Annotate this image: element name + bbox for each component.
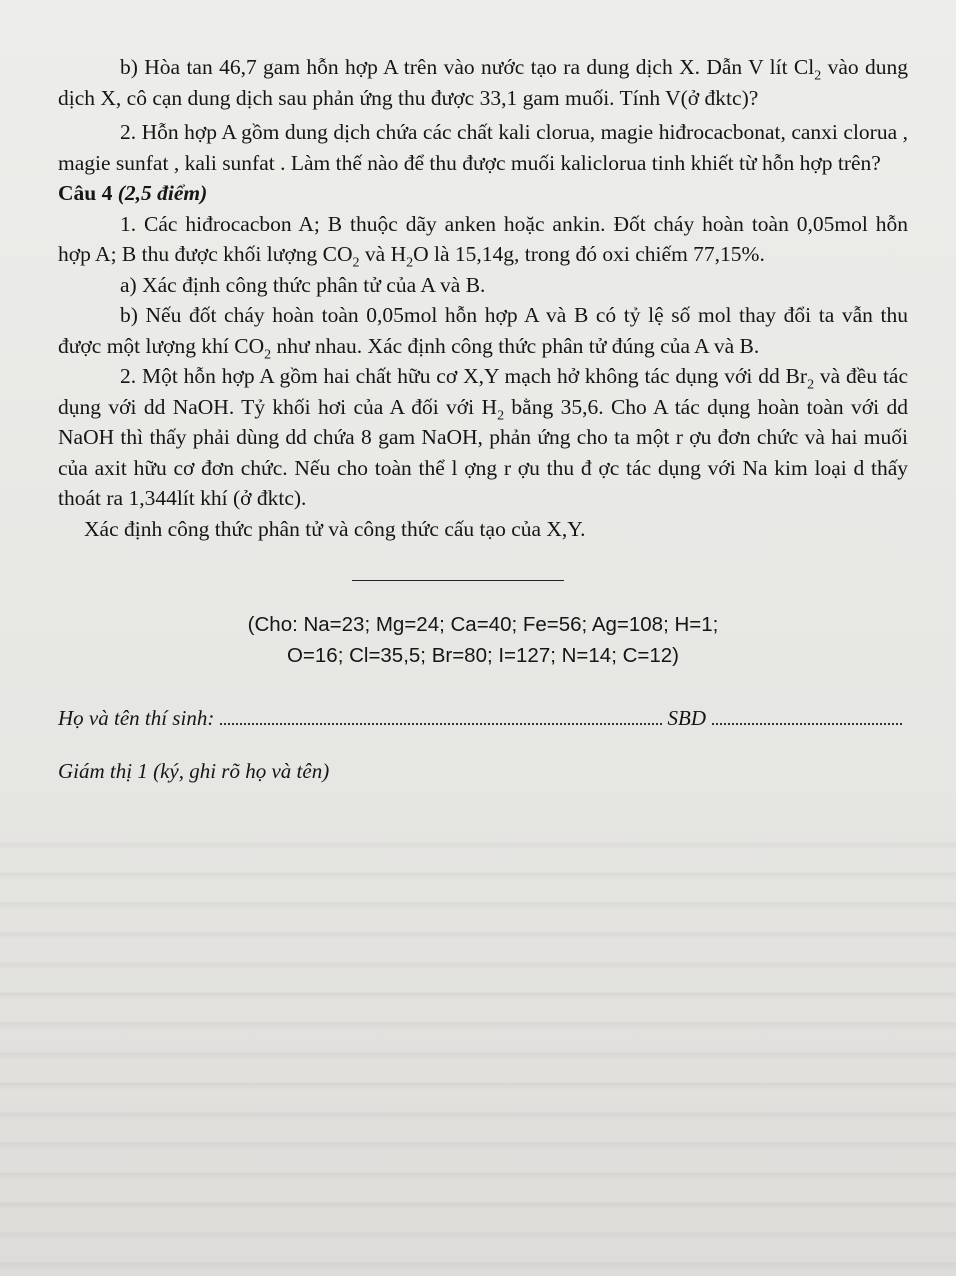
q4-2-text-1: 2. Một hỗn hợp A gồm hai chất hữu cơ X,Y mạch hở không tác dụng với dd Br [120, 364, 808, 388]
question-4-1a: a) Xác định công thức phân tử của A và B. [120, 272, 486, 297]
q4-1-text-1: 1. Các hiđrocacbon A; B thuộc dãy anken hoặc ankin. Đốt cháy hoàn toàn 0,05mol hỗn hợp A; B thu được khối lượng CO [58, 211, 908, 266]
q4-1b-text-1: b) Nếu đốt cháy hoàn toàn 0,05mol hỗn hợp A và B có tỷ lệ số mol thay đổi ta vẫn thu được một lượng khí CO [58, 303, 908, 358]
q4-1b-text-2: như nhau. Xác định công thức phân tử đúng của A và B. [271, 333, 760, 358]
bleed-through-texture [0, 820, 956, 1276]
q4-2-subscript-2: 2 [497, 407, 505, 423]
sbd-blank [712, 705, 902, 725]
q4-1-text-2: và H [359, 242, 407, 266]
question-3b [58, 52, 908, 113]
q3b-text-2: vào dung dịch X, cô cạn dung dịch sau phản ứng thu được 33,1 gam muối. Tính V(ở đktc)? [58, 55, 908, 110]
q3b-subscript: 2 [814, 68, 822, 84]
q4-1-subscript-1: 2 [352, 255, 360, 271]
question-4-2-task: Xác định công thức phân tử và công thức cấu tạo của X,Y. [84, 516, 586, 541]
atomic-masses-line-2: O=16; Cl=35,5; Br=80; I=127; N=14; C=12) [286, 644, 680, 667]
question-4-part-1 [58, 209, 908, 270]
q4-2-text-3: bằng 35,6. Cho A tác dụng hoàn toàn với dd NaOH thì thấy phải dùng dd chứa 8 gam NaOH, phản ứng cho ta một r ợu đơn chức và hai muối của axit hữu cơ đơn chức. Nếu cho toàn thể l ợng r ợu thu đ ợc tác dụng với Na kim loại d thấy thoát ra 1,344lít khí (ở đktc). [58, 394, 909, 510]
atomic-masses-line-1: (Cho: Na=23; Mg=24; Ca=40; Fe=56; Ag=108; H=1; [247, 613, 719, 636]
proctor-label: Giám thị 1 (ký, ghi rõ họ và tên) [58, 759, 330, 783]
question-4-heading [58, 178, 908, 209]
q4-1b-subscript: 2 [264, 346, 272, 362]
question-4-points: (2,5 điểm) [117, 181, 208, 205]
question-4-part-2 [58, 361, 908, 514]
atomic-masses [58, 609, 908, 671]
q4-1-subscript-2: 2 [406, 255, 414, 271]
q4-2-text-2: và đều tác dụng với dd NaOH. Tỷ khối hơi của A đối với H [58, 364, 908, 419]
q4-2-subscript-1: 2 [807, 377, 815, 393]
student-info-line [58, 705, 908, 731]
student-name-label: Họ và tên thí sinh: [58, 706, 215, 730]
question-4-title: Câu 4 [58, 181, 113, 205]
q3b-text-1: b) Hòa tan 46,7 gam hỗn hợp A trên vào nước tạo ra dung dịch X. Dẫn V lít Cl [120, 55, 815, 79]
q4-1-text-3: O là 15,14g, trong đó oxi chiếm 77,15%. [413, 242, 765, 266]
question-3-part-2: 2. Hỗn hợp A gồm dung dịch chứa các chất kali clorua, magie hiđrocacbonat, canxi clorua , magie sunfat , kali sunfat . Làm thế nào để thu được muối kaliclorua tinh khiết từ hỗn hợp trên? [58, 120, 908, 175]
question-4-1b [58, 300, 908, 361]
exam-content [58, 52, 908, 784]
student-name-blank [220, 705, 661, 725]
sbd-label: SBD [667, 706, 706, 730]
end-divider [352, 580, 564, 581]
